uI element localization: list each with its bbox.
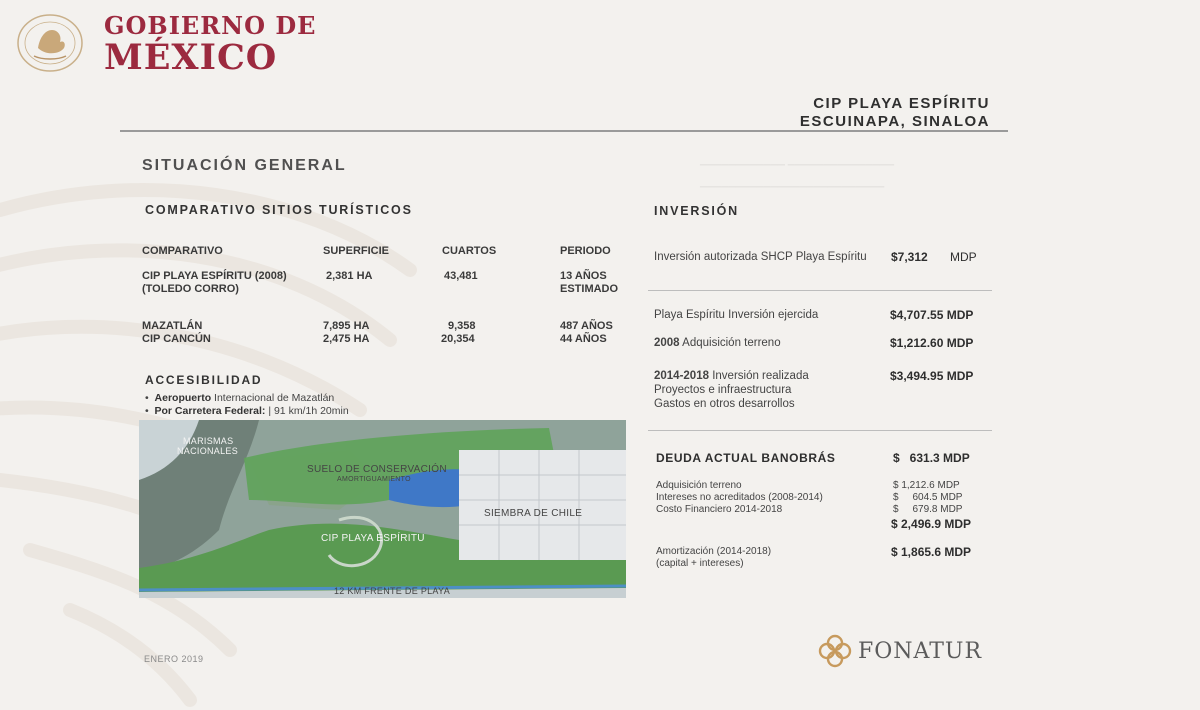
row-periodo: 13 AÑOS — [560, 270, 607, 282]
inv-terreno-label: Adquisición terreno — [682, 337, 781, 349]
comparativo-heading: COMPARATIVO SITIOS TURÍSTICOS — [145, 203, 413, 217]
inv-realizada-line3: Gastos en otros desarrollos — [654, 398, 795, 410]
inv-realizada-amount: $3,494.95 MDP — [890, 369, 974, 383]
row-name-sub: (TOLEDO CORRO) — [142, 283, 239, 295]
access-item-road: • Por Carretera Federal: | 91 km/1h 20min — [145, 405, 349, 417]
divider — [648, 290, 992, 291]
inv-autorizada-amount: $7,312 — [891, 250, 928, 264]
gob-line2: MÉXICO — [104, 37, 278, 78]
ghost-text: ────────────────────────── — [700, 182, 885, 193]
deuda-amount: $ 631.3 MDP — [893, 451, 970, 465]
row-cuartos: 9,358 — [448, 320, 476, 332]
access-item-text: 91 km/1h 20min — [273, 405, 349, 417]
row-cuartos: 43,481 — [444, 270, 478, 282]
gob-line1: GOBIERNO DE — [104, 11, 317, 40]
inv-realizada — [654, 370, 809, 382]
row-name: MAZATLÁN — [142, 320, 203, 332]
accesibilidad-heading: ACCESIBILIDAD — [145, 373, 263, 387]
project-location: ESCUINAPA, SINALOA — [799, 113, 990, 130]
amortizacion-label: Amortización (2014-2018) — [656, 546, 772, 557]
project-title: CIP PLAYA ESPÍRITU — [813, 95, 990, 112]
row-superficie: 7,895 HA — [323, 320, 370, 332]
row-name: CIP PLAYA ESPÍRITU (2008) — [142, 270, 287, 282]
amortizacion-amount: $ 1,865.6 MDP — [891, 545, 972, 559]
inversion-heading: INVERSIÓN — [654, 204, 739, 218]
deuda-item-label: Intereses no acreditados (2008-2014) — [656, 492, 823, 503]
deuda-item-amount: $ 1,212.6 MDP — [893, 480, 960, 491]
col-header-superficie: SUPERFICIE — [323, 245, 390, 257]
deuda-item-amount: $ 604.5 MDP — [893, 492, 963, 503]
row-periodo-sub: ESTIMADO — [560, 283, 619, 295]
col-header-cuartos: CUARTOS — [442, 245, 497, 257]
fonatur-icon — [818, 634, 852, 668]
amortizacion-label-2: (capital + intereses) — [656, 558, 744, 569]
ghost-text: ──────────── ─────────────── — [700, 160, 895, 171]
inv-realizada-label: Inversión realizada — [712, 370, 809, 382]
row-superficie: 2,475 HA — [323, 333, 370, 345]
row-periodo: 487 AÑOS — [560, 320, 613, 332]
deuda-item-amount: $ 679.8 MDP — [893, 504, 963, 515]
deuda-item-label: Costo Financiero 2014-2018 — [656, 504, 783, 515]
row-superficie: 2,381 HA — [326, 270, 373, 282]
access-item-airport: • Aeropuerto Internacional de Mazatlán — [145, 392, 335, 404]
divider — [648, 430, 992, 431]
col-header-comparativo: COMPARATIVO — [142, 245, 223, 257]
map-label-marismas-2: NACIONALES — [177, 446, 239, 456]
site-map — [139, 420, 626, 598]
footer-date: ENERO 2019 — [144, 654, 204, 664]
coat-of-arms-seal — [10, 12, 94, 74]
inv-terreno-amount: $1,212.60 MDP — [890, 336, 974, 350]
row-cuartos: 20,354 — [441, 333, 475, 345]
map-label-amortiguamiento: AMORTIGUAMIENTO — [337, 476, 411, 483]
fonatur-brand: FONATUR — [858, 638, 983, 664]
map-label-frente: 12 KM FRENTE DE PLAYA — [334, 586, 450, 596]
inv-realizada-line2: Proyectos e infraestructura — [654, 384, 792, 396]
inv-realizada-year: 2014-2018 — [654, 370, 709, 382]
row-periodo: 44 AÑOS — [560, 333, 607, 345]
col-header-periodo: PERIODO — [560, 245, 611, 257]
map-label-conservacion: SUELO DE CONSERVACIÓN — [307, 464, 447, 475]
inv-autorizada-unit: MDP — [950, 250, 977, 264]
deuda-heading: DEUDA ACTUAL BANOBRÁS — [656, 451, 836, 465]
inv-terreno — [654, 337, 781, 349]
fonatur-logo — [818, 632, 982, 670]
inv-terreno-year: 2008 — [654, 337, 680, 349]
inv-autorizada-label: Inversión autorizada SHCP Playa Espíritu — [654, 251, 867, 263]
deuda-item-label: Adquisición terreno — [656, 480, 742, 491]
access-item-text: Internacional de Mazatlán — [214, 392, 335, 404]
inv-ejercida-label: Playa Espíritu Inversión ejercida — [654, 309, 819, 321]
map-label-siembra: SIEMBRA DE CHILE — [484, 508, 583, 519]
access-item-bold: Por Carretera Federal: — [154, 405, 266, 417]
government-logo-text — [104, 11, 317, 78]
section-title: SITUACIÓN GENERAL — [142, 157, 347, 174]
row-name: CIP CANCÚN — [142, 333, 211, 345]
header-divider — [120, 130, 1008, 132]
access-item-bold: Aeropuerto — [154, 392, 212, 404]
deuda-total: $ 2,496.9 MDP — [891, 517, 972, 531]
map-label-cip: CIP PLAYA ESPÍRITU — [321, 533, 425, 544]
inv-ejercida-amount: $4,707.55 MDP — [890, 308, 974, 322]
map-label-marismas: MARISMAS — [183, 436, 234, 446]
